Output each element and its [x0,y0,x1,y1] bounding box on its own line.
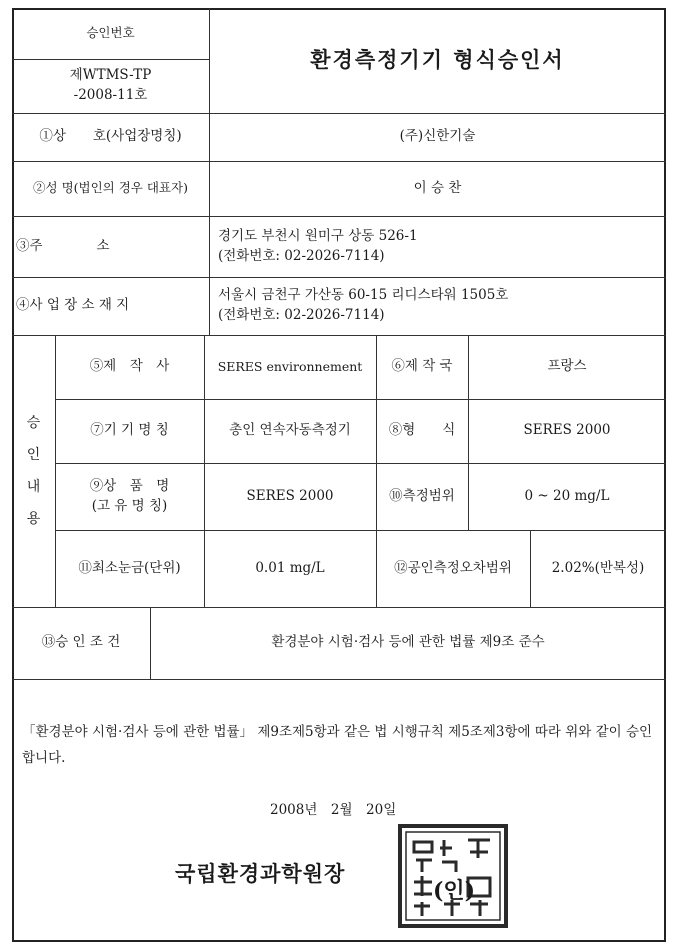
model-value: SERES 2000 [523,422,611,439]
error-range-label: ⑫공인측정오차범위 [394,559,512,576]
address-line1: 경기도 부천시 원미구 상동 526-1 [218,227,418,244]
representative-label: ②성 명(법인의 경우 대표자) [33,180,188,196]
product-label-line2: (고 유 명 칭) [91,497,168,514]
approval-no-line1: 제WTMS-TP [69,67,152,84]
section-char: 인 [26,447,41,463]
site-line1: 서울시 금천구 가산동 60-15 리디스타워 1505호 [218,287,509,304]
address-line2: (전화번호: 02-2026-7114) [218,247,385,264]
product-label [55,463,204,530]
seal-mark: (인) [432,878,476,904]
country-label: ⑥제 작 국 [391,358,453,375]
range-label: ⑩측정범위 [389,487,455,504]
min-scale-value: 0.01 mg/L [255,559,325,576]
approval-no-value [12,59,209,113]
company-label: ①상 호(사업장명칭) [39,128,182,145]
approval-contents-label [12,335,55,607]
device-label: ⑦기 기 명 칭 [90,422,169,439]
min-scale-label: ⑪최소눈금(단위) [78,559,181,576]
maker-value: SERES environnement [217,358,363,374]
issuer-name: 국립환경과학원장 [175,861,346,886]
representative-value: 이 승 찬 [413,179,462,196]
conditions-value: 환경분야 시험·검사 등에 관한 법률 제9조 준수 [271,634,545,651]
page-title: 환경측정기기 형식승인서 [310,47,565,73]
row-divider [12,679,666,680]
model-label: ⑧형 식 [388,422,456,439]
range-value: 0 ~ 20 mg/L [524,487,610,504]
section-char: 내 [26,479,41,495]
section-char: 승 [26,415,41,431]
error-range-value: 2.02%(반복성) [551,559,645,576]
product-value: SERES 2000 [246,487,334,504]
address-label: ③주 소 [16,237,110,254]
site-label: ④사 업 장 소 재 지 [16,297,130,314]
site-value [218,277,658,335]
approval-no-label: 승인번호 [86,25,135,41]
country-value: 프랑스 [547,358,587,375]
approval-no-line2: -2008-11호 [73,87,148,103]
company-value: (주)신한기술 [399,128,476,145]
address-value [218,216,658,277]
official-seal [392,820,514,932]
maker-label: ⑤제 작 사 [89,358,170,375]
approval-statement: 「환경분야 시험·검사 등에 관한 법률」 제9조제5항과 같은 법 시행규칙 제5조제3항에 따라 위와 같이 승인합니다. [22,724,653,766]
product-label-line1: ⑨상 품 명 [89,477,170,494]
device-value: 총인 연속자동측정기 [229,422,351,439]
issue-date: 2008년 2월 20일 [270,802,397,818]
section-char: 용 [26,511,41,527]
site-line2: (전화번호: 02-2026-7114) [218,307,385,323]
conditions-label: ⑬승 인 조 건 [41,634,121,651]
